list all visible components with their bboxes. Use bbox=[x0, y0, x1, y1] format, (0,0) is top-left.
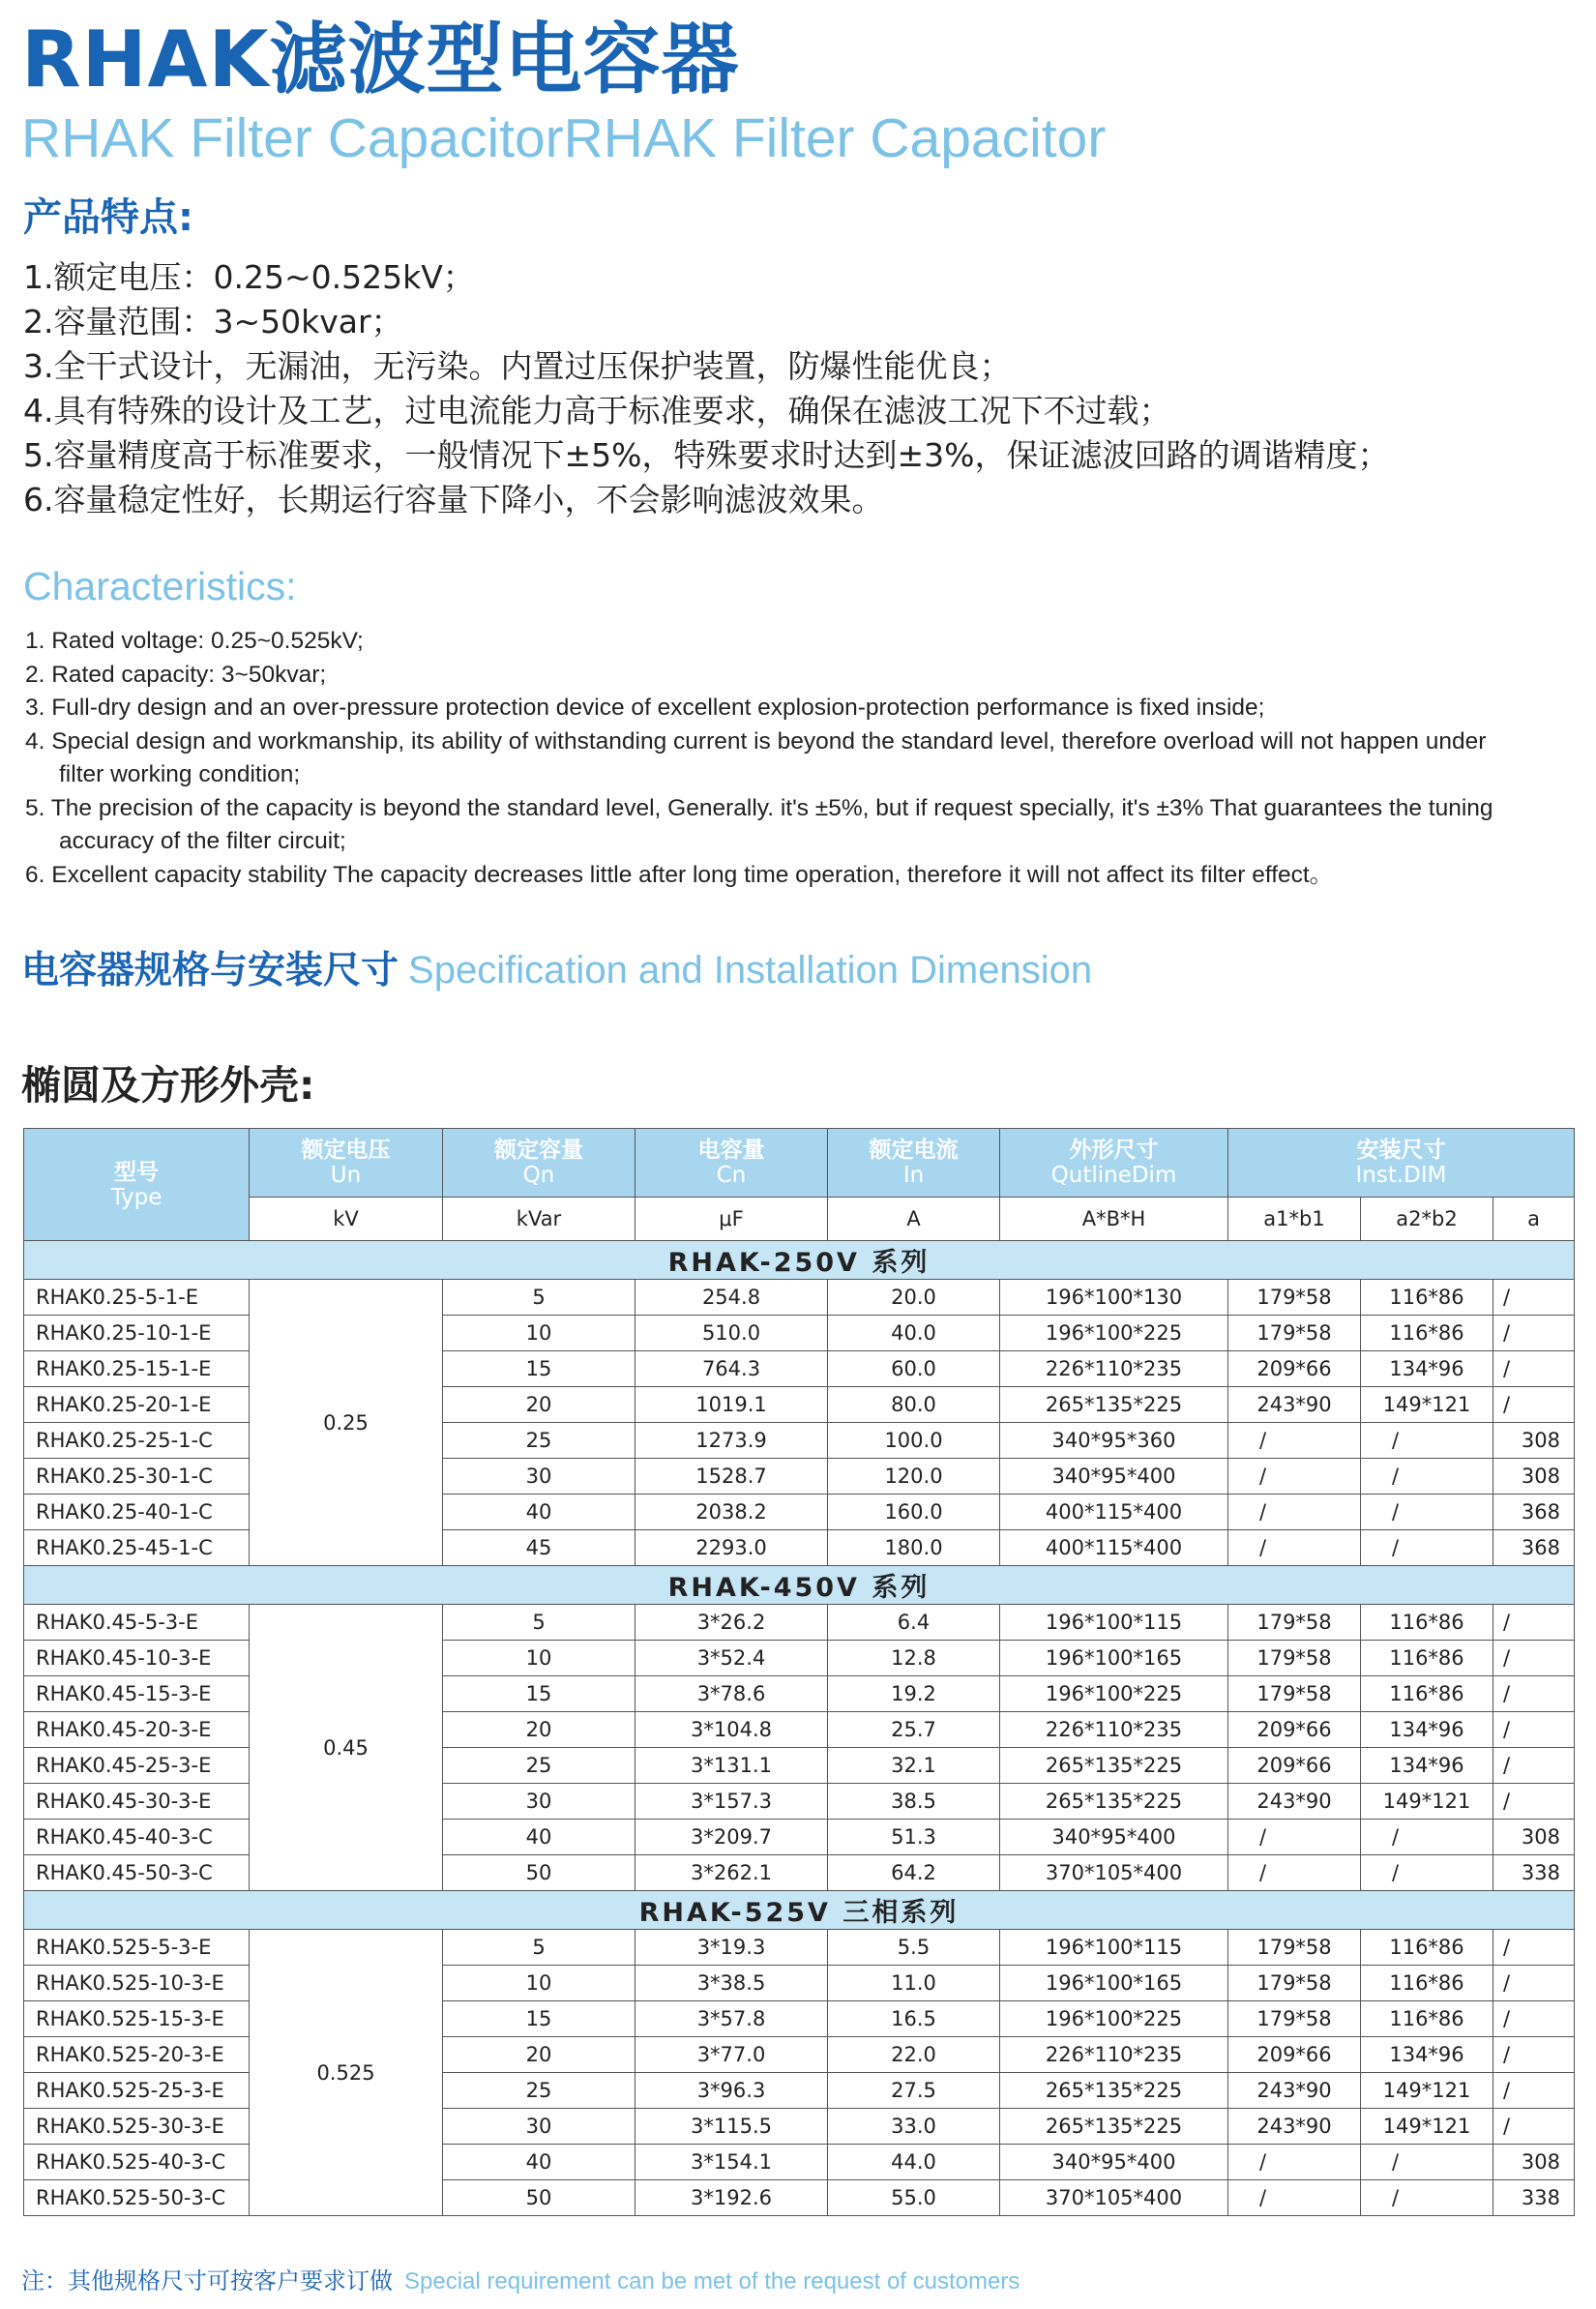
capacity-cell: 15 bbox=[443, 1351, 635, 1387]
unit-cell: a1*b1 bbox=[1228, 1198, 1361, 1241]
series-row bbox=[24, 1566, 1575, 1605]
series-row bbox=[24, 1891, 1575, 1930]
type-cell: RHAK0.25-40-1-C bbox=[24, 1495, 250, 1530]
type-cell: RHAK0.525-15-3-E bbox=[24, 2001, 250, 2037]
a-cell: / bbox=[1493, 1712, 1575, 1748]
a1b1-cell: / bbox=[1228, 1459, 1361, 1495]
a1b1-cell: / bbox=[1228, 1855, 1361, 1891]
outline-dim-cell: 340*95*400 bbox=[1000, 1820, 1228, 1855]
a-cell: / bbox=[1493, 2037, 1575, 2073]
capacitance-cell: 2293.0 bbox=[635, 1530, 828, 1566]
type-cell: RHAK0.25-45-1-C bbox=[24, 1530, 250, 1566]
type-cell: RHAK0.25-25-1-C bbox=[24, 1423, 250, 1459]
capacity-cell: 10 bbox=[443, 1966, 635, 2001]
type-cell: RHAK0.525-50-3-C bbox=[24, 2180, 250, 2216]
capacity-cell: 5 bbox=[443, 1930, 635, 1966]
a2b2-cell: / bbox=[1361, 1855, 1493, 1891]
a-cell: / bbox=[1493, 1930, 1575, 1966]
capacitance-cell: 3*154.1 bbox=[635, 2145, 828, 2180]
current-cell: 33.0 bbox=[828, 2109, 1000, 2145]
outline-dim-cell: 226*110*235 bbox=[1000, 2037, 1228, 2073]
a-cell: / bbox=[1493, 1966, 1575, 2001]
outline-dim-cell: 196*100*165 bbox=[1000, 1641, 1228, 1676]
current-cell: 16.5 bbox=[828, 2001, 1000, 2037]
characteristic-item: 2. Rated capacity: 3~50kvar; bbox=[25, 661, 327, 688]
capacity-cell: 50 bbox=[443, 1855, 635, 1891]
feature-item: 6.容量稳定性好，长期运行容量下降小，不会影响滤波效果。 bbox=[23, 481, 884, 518]
table-row bbox=[24, 1280, 1575, 1316]
a2b2-cell: 149*121 bbox=[1361, 1784, 1493, 1820]
unit-cell: kVar bbox=[443, 1198, 635, 1241]
unit-cell: μF bbox=[635, 1198, 828, 1241]
outline-dim-cell: 265*135*225 bbox=[1000, 2073, 1228, 2109]
capacity-cell: 20 bbox=[443, 2037, 635, 2073]
outline-dim-cell: 265*135*225 bbox=[1000, 2109, 1228, 2145]
a1b1-cell: / bbox=[1228, 1820, 1361, 1855]
header-install-dim bbox=[1228, 1129, 1575, 1198]
capacitance-cell: 1019.1 bbox=[635, 1387, 828, 1423]
a-cell: 308 bbox=[1493, 1423, 1575, 1459]
current-cell: 100.0 bbox=[828, 1423, 1000, 1459]
a2b2-cell: 134*96 bbox=[1361, 1351, 1493, 1387]
capacitance-cell: 3*192.6 bbox=[635, 2180, 828, 2216]
a-cell: / bbox=[1493, 2073, 1575, 2109]
outline-dim-cell: 265*135*225 bbox=[1000, 1784, 1228, 1820]
a2b2-cell: / bbox=[1361, 1495, 1493, 1530]
a1b1-cell: 243*90 bbox=[1228, 2109, 1361, 2145]
current-cell: 64.2 bbox=[828, 1855, 1000, 1891]
feature-item: 2.容量范围：3~50kvar； bbox=[23, 303, 403, 340]
capacity-cell: 25 bbox=[443, 1423, 635, 1459]
a2b2-cell: 116*86 bbox=[1361, 1280, 1493, 1316]
characteristic-item: 5. The precision of the capacity is beyond the standard level, Generally. it's ±5%, but if request specially, it's ±3% That guarantees the tuning accuracy of the filter circuit; bbox=[25, 794, 1493, 854]
current-cell: 55.0 bbox=[828, 2180, 1000, 2216]
capacity-cell: 10 bbox=[443, 1316, 635, 1351]
series-row bbox=[24, 1241, 1575, 1280]
type-cell: RHAK0.25-10-1-E bbox=[24, 1316, 250, 1351]
a1b1-cell: / bbox=[1228, 1530, 1361, 1566]
characteristics-list bbox=[25, 625, 1534, 892]
capacitance-cell: 3*104.8 bbox=[635, 1712, 828, 1748]
a1b1-cell: 209*66 bbox=[1228, 1351, 1361, 1387]
header-capacity bbox=[443, 1129, 635, 1198]
header-capacity-en: Qn bbox=[522, 1163, 555, 1188]
type-cell: RHAK0.45-50-3-C bbox=[24, 1855, 250, 1891]
header-capacitance-cn: 电容量 bbox=[697, 1138, 765, 1163]
header-capacity-cn: 额定容量 bbox=[494, 1138, 583, 1163]
header-current bbox=[828, 1129, 1000, 1198]
voltage-cell: 0.525 bbox=[250, 1930, 443, 2216]
type-cell: RHAK0.525-40-3-C bbox=[24, 2145, 250, 2180]
outline-dim-cell: 340*95*400 bbox=[1000, 2145, 1228, 2180]
outline-dim-cell: 370*105*400 bbox=[1000, 2180, 1228, 2216]
a2b2-cell: 134*96 bbox=[1361, 1748, 1493, 1784]
footnote-en: Special requirement can be met of the request of customers bbox=[404, 2268, 1020, 2294]
a-cell: 308 bbox=[1493, 1820, 1575, 1855]
a1b1-cell: / bbox=[1228, 2180, 1361, 2216]
header-type-en: Type bbox=[110, 1184, 163, 1210]
capacitance-cell: 1273.9 bbox=[635, 1423, 828, 1459]
outline-dim-cell: 226*110*235 bbox=[1000, 1351, 1228, 1387]
outline-dim-cell: 400*115*400 bbox=[1000, 1495, 1228, 1530]
a2b2-cell: / bbox=[1361, 1459, 1493, 1495]
a-cell: / bbox=[1493, 1784, 1575, 1820]
capacity-cell: 10 bbox=[443, 1641, 635, 1676]
capacity-cell: 5 bbox=[443, 1280, 635, 1316]
features-list bbox=[23, 255, 1390, 522]
current-cell: 22.0 bbox=[828, 2037, 1000, 2073]
a1b1-cell: 243*90 bbox=[1228, 1784, 1361, 1820]
header-voltage bbox=[250, 1129, 443, 1198]
a-cell: / bbox=[1493, 1387, 1575, 1423]
header-outline-dim-cn: 外形尺寸 bbox=[1069, 1138, 1159, 1163]
capacity-cell: 45 bbox=[443, 1530, 635, 1566]
spec-heading-en: Specification and Installation Dimension bbox=[408, 949, 1093, 992]
type-cell: RHAK0.45-10-3-E bbox=[24, 1641, 250, 1676]
shell-heading: 椭圆及方形外壳: bbox=[21, 1062, 315, 1109]
table-row bbox=[24, 1930, 1575, 1966]
a-cell: 338 bbox=[1493, 1855, 1575, 1891]
a1b1-cell: 209*66 bbox=[1228, 2037, 1361, 2073]
capacity-cell: 30 bbox=[443, 1784, 635, 1820]
outline-dim-cell: 196*100*225 bbox=[1000, 1316, 1228, 1351]
header-capacitance bbox=[635, 1129, 828, 1198]
feature-item: 3.全干式设计，无漏油，无污染。内置过压保护装置，防爆性能优良； bbox=[23, 347, 1012, 385]
feature-item: 4.具有特殊的设计及工艺，过电流能力高于标准要求，确保在滤波工况下不过载； bbox=[23, 392, 1171, 429]
current-cell: 60.0 bbox=[828, 1351, 1000, 1387]
capacity-cell: 20 bbox=[443, 1387, 635, 1423]
capacitance-cell: 3*209.7 bbox=[635, 1820, 828, 1855]
spec-table-body bbox=[24, 1241, 1575, 2216]
a2b2-cell: 116*86 bbox=[1361, 1676, 1493, 1712]
characteristic-item: 4. Special design and workmanship, its ability of withstanding current is beyond the standard level, therefore overload will not happen under filter working condition; bbox=[25, 727, 1487, 787]
current-cell: 44.0 bbox=[828, 2145, 1000, 2180]
header-current-cn: 额定电流 bbox=[869, 1138, 959, 1163]
capacitance-cell: 3*77.0 bbox=[635, 2037, 828, 2073]
header-type-cn: 型号 bbox=[114, 1159, 159, 1185]
outline-dim-cell: 265*135*225 bbox=[1000, 1387, 1228, 1423]
unit-cell: kV bbox=[250, 1198, 443, 1241]
current-cell: 25.7 bbox=[828, 1712, 1000, 1748]
header-type bbox=[24, 1129, 250, 1241]
a1b1-cell: 179*58 bbox=[1228, 1605, 1361, 1641]
type-cell: RHAK0.525-25-3-E bbox=[24, 2073, 250, 2109]
type-cell: RHAK0.45-15-3-E bbox=[24, 1676, 250, 1712]
a1b1-cell: 179*58 bbox=[1228, 1930, 1361, 1966]
page-title: RHAK滤波型电容器 bbox=[21, 15, 740, 104]
outline-dim-cell: 196*100*225 bbox=[1000, 1676, 1228, 1712]
capacity-cell: 40 bbox=[443, 1495, 635, 1530]
capacity-cell: 40 bbox=[443, 2145, 635, 2180]
type-cell: RHAK0.45-20-3-E bbox=[24, 1712, 250, 1748]
capacitance-cell: 3*131.1 bbox=[635, 1748, 828, 1784]
a-cell: / bbox=[1493, 1748, 1575, 1784]
type-cell: RHAK0.45-5-3-E bbox=[24, 1605, 250, 1641]
a2b2-cell: / bbox=[1361, 1423, 1493, 1459]
type-cell: RHAK0.45-25-3-E bbox=[24, 1748, 250, 1784]
capacity-cell: 15 bbox=[443, 1676, 635, 1712]
capacitance-cell: 2038.2 bbox=[635, 1495, 828, 1530]
page-subtitle: RHAK Filter CapacitorRHAK Filter Capacitor bbox=[21, 107, 1107, 169]
capacitance-cell: 3*57.8 bbox=[635, 2001, 828, 2037]
characteristic-item: 3. Full-dry design and an over-pressure protection device of excellent explosion-protection performance is fixed inside; bbox=[25, 695, 1265, 721]
a-cell: / bbox=[1493, 1280, 1575, 1316]
a-cell: / bbox=[1493, 1351, 1575, 1387]
a2b2-cell: 149*121 bbox=[1361, 2073, 1493, 2109]
header-current-en: In bbox=[902, 1163, 925, 1188]
capacitance-cell: 3*19.3 bbox=[635, 1930, 828, 1966]
a1b1-cell: 243*90 bbox=[1228, 1387, 1361, 1423]
characteristic-item: 6. Excellent capacity stability The capacity decreases little after long time operation, therefore it will not affect its filter effect。 bbox=[25, 861, 1334, 888]
outline-dim-cell: 226*110*235 bbox=[1000, 1712, 1228, 1748]
outline-dim-cell: 196*100*115 bbox=[1000, 1930, 1228, 1966]
a1b1-cell: 243*90 bbox=[1228, 2073, 1361, 2109]
series-title: RHAK-525V 三相系列 bbox=[24, 1891, 1575, 1930]
voltage-cell: 0.45 bbox=[250, 1605, 443, 1891]
characteristic-item: 1. Rated voltage: 0.25~0.525kV; bbox=[25, 628, 364, 654]
outline-dim-cell: 400*115*400 bbox=[1000, 1530, 1228, 1566]
a-cell: / bbox=[1493, 2109, 1575, 2145]
spec-heading bbox=[21, 942, 1092, 1006]
capacity-cell: 40 bbox=[443, 1820, 635, 1855]
series-title: RHAK-450V 系列 bbox=[24, 1566, 1575, 1605]
header-voltage-cn: 额定电压 bbox=[301, 1138, 391, 1163]
a2b2-cell: / bbox=[1361, 2145, 1493, 2180]
features-heading: 产品特点: bbox=[23, 195, 193, 240]
voltage-cell: 0.25 bbox=[250, 1280, 443, 1566]
outline-dim-cell: 370*105*400 bbox=[1000, 1855, 1228, 1891]
feature-item: 5.容量精度高于标准要求，一般情况下±5%，特殊要求时达到±3%，保证滤波回路的调谐精度； bbox=[23, 436, 1390, 474]
a1b1-cell: / bbox=[1228, 1423, 1361, 1459]
a1b1-cell: 179*58 bbox=[1228, 1676, 1361, 1712]
capacity-cell: 30 bbox=[443, 2109, 635, 2145]
capacity-cell: 25 bbox=[443, 1748, 635, 1784]
outline-dim-cell: 265*135*225 bbox=[1000, 1748, 1228, 1784]
a2b2-cell: 134*96 bbox=[1361, 2037, 1493, 2073]
a-cell: 338 bbox=[1493, 2180, 1575, 2216]
a-cell: / bbox=[1493, 1676, 1575, 1712]
capacitance-cell: 3*96.3 bbox=[635, 2073, 828, 2109]
spec-heading-cn: 电容器规格与安装尺寸 bbox=[21, 949, 399, 992]
a-cell: / bbox=[1493, 1641, 1575, 1676]
current-cell: 38.5 bbox=[828, 1784, 1000, 1820]
type-cell: RHAK0.25-15-1-E bbox=[24, 1351, 250, 1387]
current-cell: 6.4 bbox=[828, 1605, 1000, 1641]
capacitance-cell: 3*115.5 bbox=[635, 2109, 828, 2145]
capacitance-cell: 3*38.5 bbox=[635, 1966, 828, 2001]
footnote-cn: 注：其他规格尺寸可按客户要求订做 bbox=[21, 2267, 393, 2294]
capacitance-cell: 3*26.2 bbox=[635, 1605, 828, 1641]
header-outline-dim-en: QutlineDim bbox=[1050, 1163, 1177, 1188]
a2b2-cell: / bbox=[1361, 1820, 1493, 1855]
a1b1-cell: 209*66 bbox=[1228, 1748, 1361, 1784]
a1b1-cell: / bbox=[1228, 2145, 1361, 2180]
capacity-cell: 50 bbox=[443, 2180, 635, 2216]
capacitance-cell: 3*157.3 bbox=[635, 1784, 828, 1820]
current-cell: 32.1 bbox=[828, 1748, 1000, 1784]
a-cell: 368 bbox=[1493, 1495, 1575, 1530]
a2b2-cell: 116*86 bbox=[1361, 1966, 1493, 2001]
a2b2-cell: 116*86 bbox=[1361, 1316, 1493, 1351]
current-cell: 80.0 bbox=[828, 1387, 1000, 1423]
capacitance-cell: 1528.7 bbox=[635, 1459, 828, 1495]
capacitance-cell: 254.8 bbox=[635, 1280, 828, 1316]
capacity-cell: 15 bbox=[443, 2001, 635, 2037]
unit-cell: A bbox=[828, 1198, 1000, 1241]
a1b1-cell: / bbox=[1228, 1495, 1361, 1530]
current-cell: 51.3 bbox=[828, 1820, 1000, 1855]
type-cell: RHAK0.25-20-1-E bbox=[24, 1387, 250, 1423]
capacity-cell: 25 bbox=[443, 2073, 635, 2109]
type-cell: RHAK0.25-30-1-C bbox=[24, 1459, 250, 1495]
capacitance-cell: 510.0 bbox=[635, 1316, 828, 1351]
current-cell: 180.0 bbox=[828, 1530, 1000, 1566]
capacity-cell: 20 bbox=[443, 1712, 635, 1748]
a1b1-cell: 179*58 bbox=[1228, 1641, 1361, 1676]
type-cell: RHAK0.45-40-3-C bbox=[24, 1820, 250, 1855]
a2b2-cell: 116*86 bbox=[1361, 1605, 1493, 1641]
type-cell: RHAK0.25-5-1-E bbox=[24, 1280, 250, 1316]
unit-cell: a bbox=[1493, 1198, 1575, 1241]
table-row bbox=[24, 1605, 1575, 1641]
a2b2-cell: 134*96 bbox=[1361, 1712, 1493, 1748]
header-outline-dim bbox=[1000, 1129, 1228, 1198]
feature-item: 1.额定电压：0.25~0.525kV； bbox=[23, 258, 475, 296]
a1b1-cell: 209*66 bbox=[1228, 1712, 1361, 1748]
capacitance-cell: 3*78.6 bbox=[635, 1676, 828, 1712]
capacitance-cell: 764.3 bbox=[635, 1351, 828, 1387]
a-cell: / bbox=[1493, 2001, 1575, 2037]
current-cell: 27.5 bbox=[828, 2073, 1000, 2109]
current-cell: 11.0 bbox=[828, 1966, 1000, 2001]
outline-dim-cell: 196*100*130 bbox=[1000, 1280, 1228, 1316]
unit-cell: a2*b2 bbox=[1361, 1198, 1493, 1241]
a-cell: / bbox=[1493, 1605, 1575, 1641]
a-cell: 368 bbox=[1493, 1530, 1575, 1566]
current-cell: 19.2 bbox=[828, 1676, 1000, 1712]
current-cell: 20.0 bbox=[828, 1280, 1000, 1316]
footnote bbox=[21, 2264, 1020, 2301]
capacitance-cell: 3*262.1 bbox=[635, 1855, 828, 1891]
type-cell: RHAK0.525-30-3-E bbox=[24, 2109, 250, 2145]
a1b1-cell: 179*58 bbox=[1228, 1316, 1361, 1351]
capacity-cell: 5 bbox=[443, 1605, 635, 1641]
current-cell: 12.8 bbox=[828, 1641, 1000, 1676]
a1b1-cell: 179*58 bbox=[1228, 2001, 1361, 2037]
a-cell: 308 bbox=[1493, 1459, 1575, 1495]
a2b2-cell: 116*86 bbox=[1361, 2001, 1493, 2037]
current-cell: 5.5 bbox=[828, 1930, 1000, 1966]
header-install-dim-cn: 安装尺寸 bbox=[1356, 1138, 1446, 1163]
type-cell: RHAK0.525-5-3-E bbox=[24, 1930, 250, 1966]
a1b1-cell: 179*58 bbox=[1228, 1966, 1361, 2001]
header-voltage-en: Un bbox=[330, 1163, 362, 1188]
outline-dim-cell: 196*100*115 bbox=[1000, 1605, 1228, 1641]
a2b2-cell: / bbox=[1361, 1530, 1493, 1566]
unit-cell: A*B*H bbox=[1000, 1198, 1228, 1241]
outline-dim-cell: 196*100*165 bbox=[1000, 1966, 1228, 2001]
a2b2-cell: 116*86 bbox=[1361, 1641, 1493, 1676]
spec-table bbox=[23, 1128, 1575, 2216]
a2b2-cell: 116*86 bbox=[1361, 1930, 1493, 1966]
current-cell: 160.0 bbox=[828, 1495, 1000, 1530]
header-capacitance-en: Cn bbox=[716, 1163, 747, 1188]
a1b1-cell: 179*58 bbox=[1228, 1280, 1361, 1316]
characteristics-heading: Characteristics: bbox=[23, 564, 297, 608]
a2b2-cell: / bbox=[1361, 2180, 1493, 2216]
type-cell: RHAK0.525-20-3-E bbox=[24, 2037, 250, 2073]
header-install-dim-en: Inst.DIM bbox=[1355, 1163, 1447, 1188]
a2b2-cell: 149*121 bbox=[1361, 1387, 1493, 1423]
current-cell: 40.0 bbox=[828, 1316, 1000, 1351]
a-cell: / bbox=[1493, 1316, 1575, 1351]
current-cell: 120.0 bbox=[828, 1459, 1000, 1495]
outline-dim-cell: 196*100*225 bbox=[1000, 2001, 1228, 2037]
capacitance-cell: 3*52.4 bbox=[635, 1641, 828, 1676]
outline-dim-cell: 340*95*360 bbox=[1000, 1423, 1228, 1459]
outline-dim-cell: 340*95*400 bbox=[1000, 1459, 1228, 1495]
a-cell: 308 bbox=[1493, 2145, 1575, 2180]
a2b2-cell: 149*121 bbox=[1361, 2109, 1493, 2145]
series-title: RHAK-250V 系列 bbox=[24, 1241, 1575, 1280]
type-cell: RHAK0.525-10-3-E bbox=[24, 1966, 250, 2001]
capacity-cell: 30 bbox=[443, 1459, 635, 1495]
type-cell: RHAK0.45-30-3-E bbox=[24, 1784, 250, 1820]
